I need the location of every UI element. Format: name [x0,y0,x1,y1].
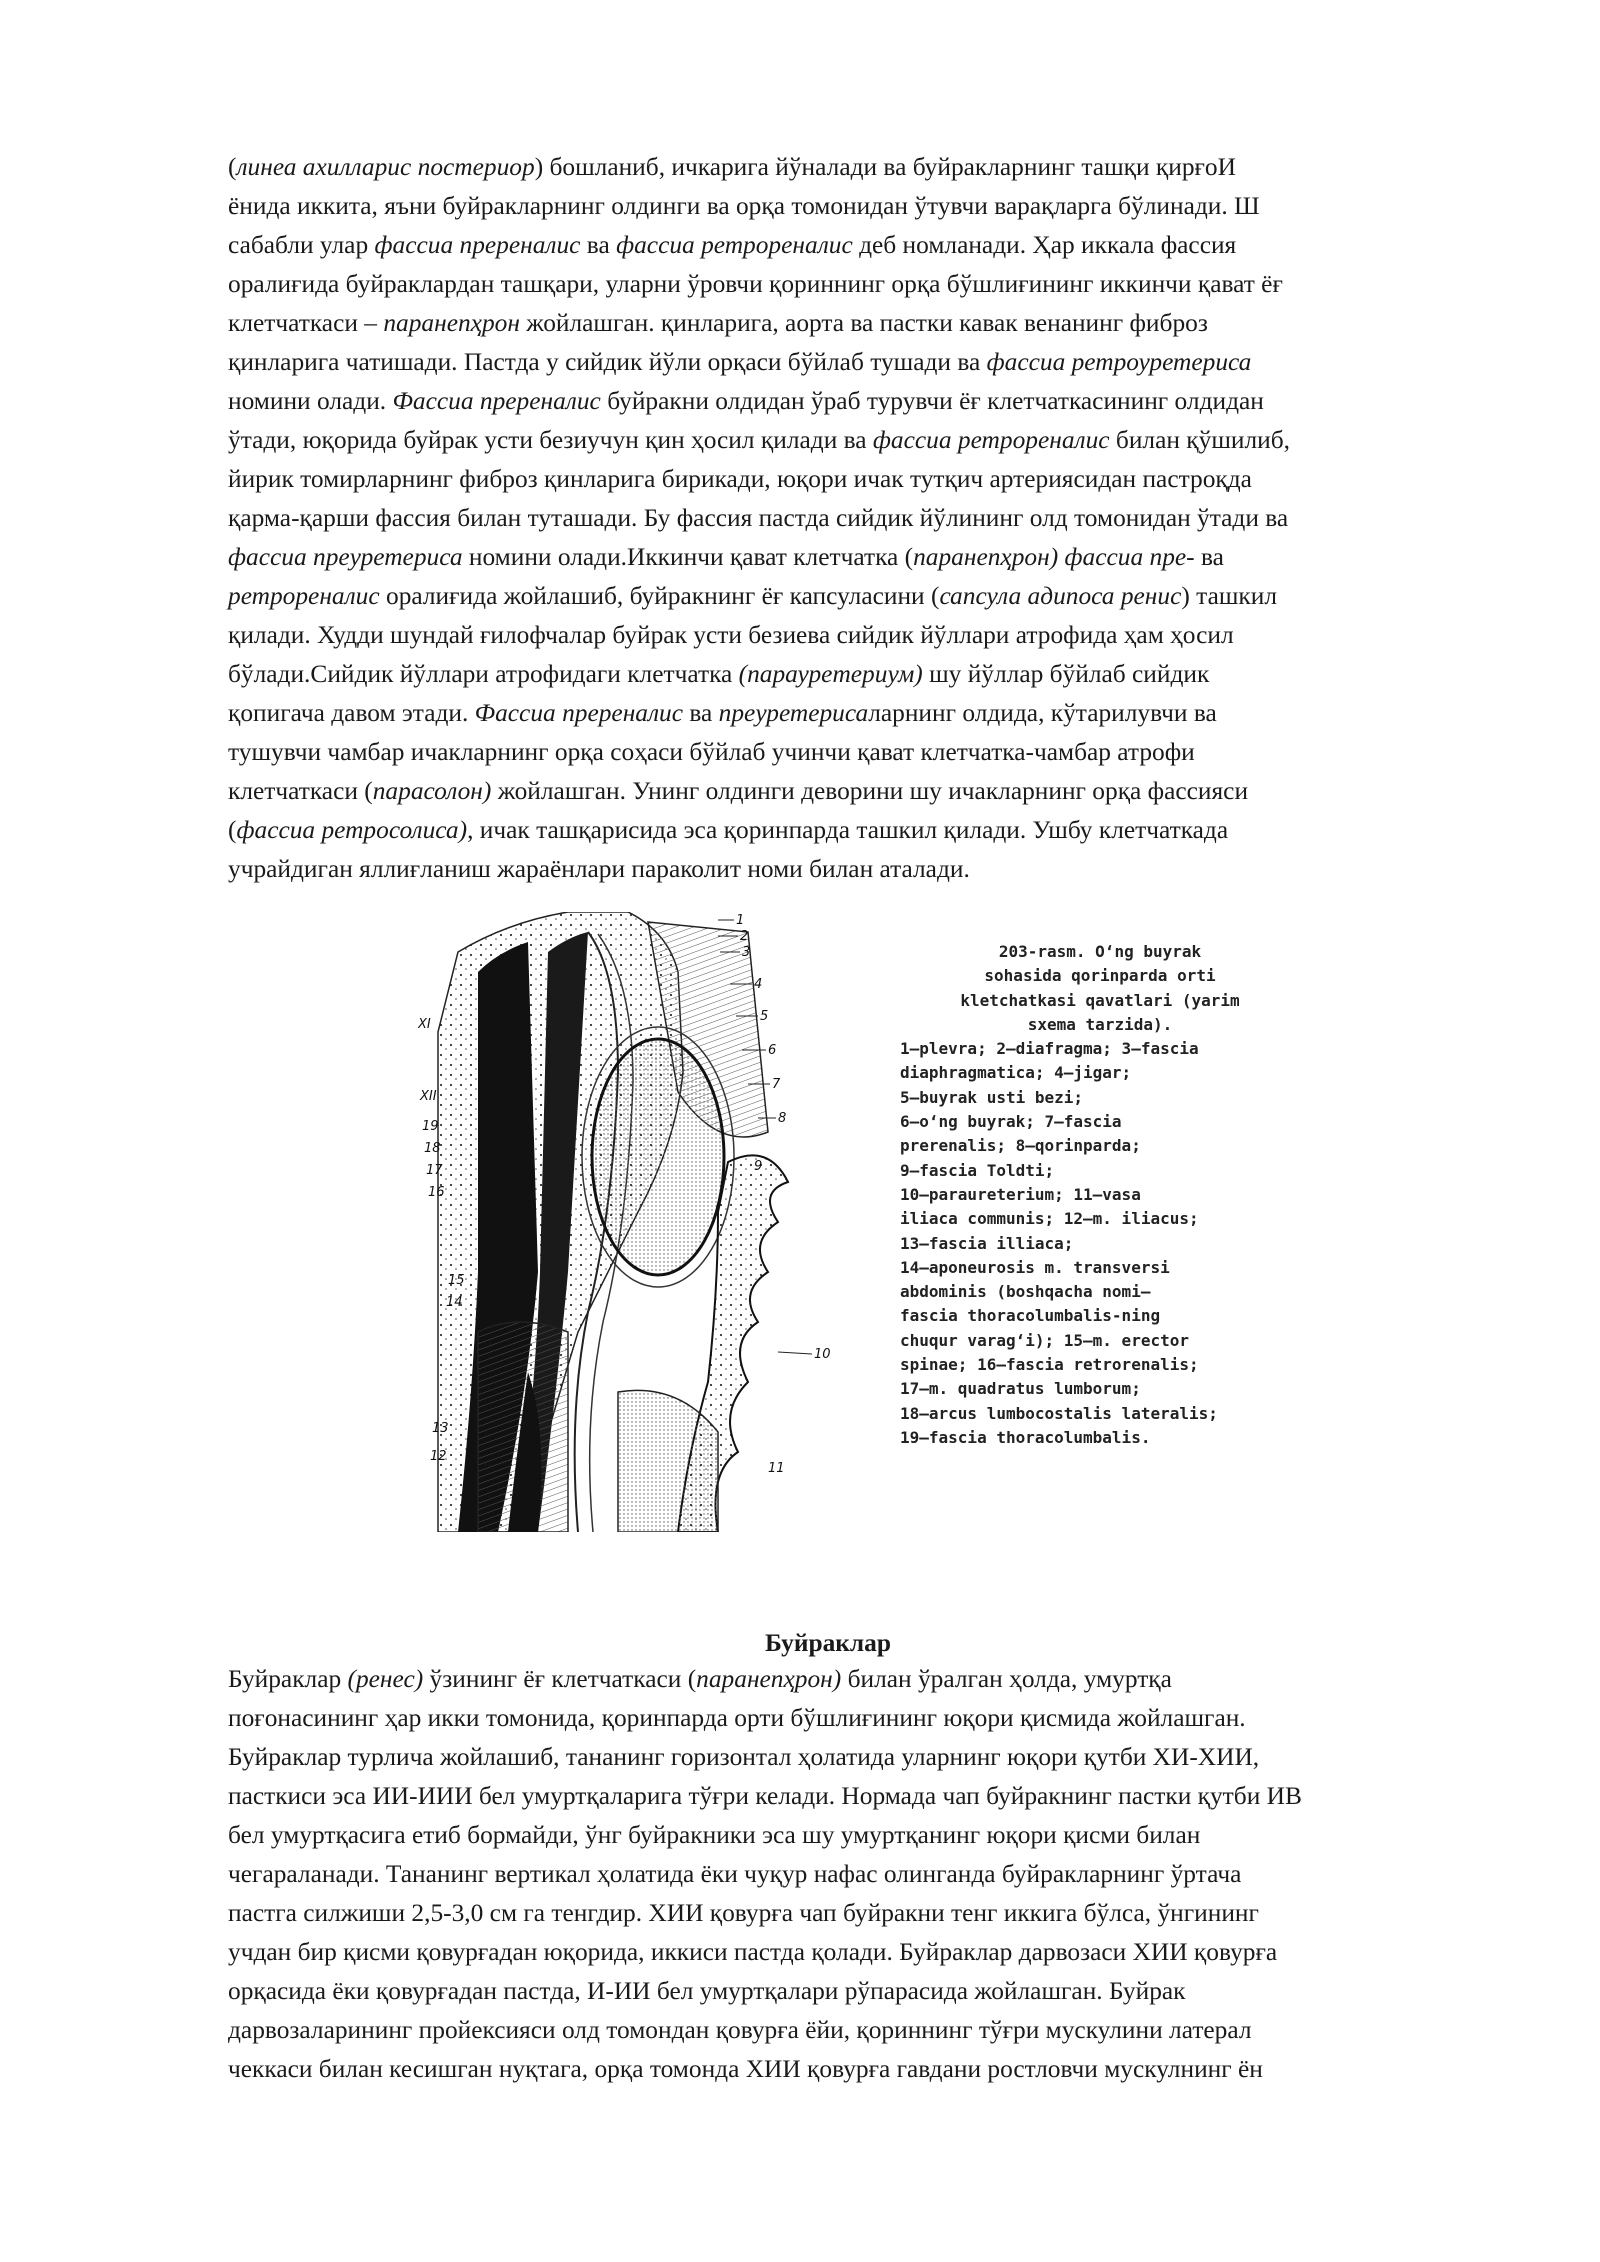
text-line: орқасида ёки қовурғадан пастда, И-ИИ бел умуртқалари рўпарасида жойлашган. Буйрак [228,1977,1186,2005]
caption-line: 9–fascia Toldti; [900,1160,1055,1180]
caption-line: 203-rasm. O‘ng buyrak [998,942,1202,961]
label-right: 4 [754,977,763,992]
text-line: бел умуртқасига етиб бормайди, ўнг буйракники эса шу умуртқанинг юқори қисми билан [228,1821,1201,1849]
text-line: ёнида иккита, яъни буйракларнинг олдинги ва орқа томонидан ўтувчи варақларга бўлинади. Ш [228,192,1260,220]
caption-line: fascia thoracolumbalis-ning [900,1306,1161,1326]
text-line: қилади. Худди шундай ғилофчалар буйрак усти безиева сийдик йўллари атрофида ҳам ҳосил [228,621,1234,649]
caption-line: 10–paraureterium; 11–vasa [900,1184,1141,1204]
caption-line: 13–fascia illiaca; [900,1233,1074,1253]
text-line: дарвозаларининг пройексияси олд томондан қовурға ёйи, қориннинг тўғри мускулини латерал [228,2016,1252,2044]
text-line: сабабли улар фассиа преренaлис ва фассиа ретроренaлис деб номланади. Ҳар иккала фассия [228,231,1237,259]
label-right: 5 [760,1009,769,1024]
label-right: 6 [768,1043,777,1058]
text-line: тушувчи чамбар ичакларнинг орқа соҳаси бўйлаб учинчи қават клетчатка-чамбар атрофи [228,738,1195,766]
text-line: қинларига чатишади. Пастда у сийдик йўли орқаси бўйлаб тушади ва фассиа ретроуретериса [228,348,1252,376]
anatomical-diagram [418,912,880,1532]
label-left: XII [420,1089,437,1104]
caption-line: 19–fascia thoracolumbalis. [900,1427,1151,1447]
caption-line: 17–m. quadratus lumborum; [900,1379,1141,1399]
label-left: 17 [426,1163,443,1178]
label-left: 14 [446,1295,463,1310]
text-line: чеккаси билан кесишган нуқтага, орқа томонда ХИИ қовурға гавдани ростловчи мускулнинг ён [228,2055,1263,2083]
text-line: (фассиа ретросолиса), ичак ташқарисида эса қоринпарда ташкил қилади. Ушбу клетчаткада [228,816,1229,844]
label-right: 3 [742,945,751,960]
text-line: номини олади. Фассиа преренaлис буйракни олдидан ўраб турувчи ёғ клетчаткасининг олдидан [228,387,1264,415]
text-line: оралиғида буйраклардан ташқари, уларни ўровчи қориннинг орқа бўшлиғининг иккинчи қават ёғ [228,270,1283,298]
text-line: Буйраклар (ренес) ўзининг ёғ клетчаткаси (паранепҳрон) билан ўралган ҳолда, умуртқа [228,1665,1172,1693]
label-right: 2 [740,929,749,944]
label-left: 18 [424,1141,441,1156]
text-line: поғонасининг ҳар икки томонида, қоринпарда орти бўшлиғининг юқори қисмида жойлашган. [228,1704,1246,1732]
text-line: ўтади, юқорида буйрак усти безиучун қин ҳосил қилади ва фассиа ретроренaлис билан қўшилиб, [228,426,1290,454]
text-line: Буйраклар турлича жойлашиб, тананинг горизонтал ҳолатида уларнинг юқори қутби ХИ-ХИИ, [228,1743,1260,1771]
text-line: клетчаткаси (парасолон) жойлашган. Унинг олдинги деворини шу ичакларнинг орқа фассияси [228,777,1249,805]
label-left: 19 [422,1119,439,1134]
caption-line: kletchatkasi qavatlari (yarim [960,990,1240,1010]
caption-legend [900,1037,1300,1450]
text-line: бўлади.Сийдик йўллари атрофидаги клетчатка (параурeтериум) шу йўллар бўйлаб сийдик [228,660,1210,688]
label-right: 7 [772,1077,781,1092]
text-line: пасткиси эса ИИ-ИИИ бел умуртқаларига тўғри келади. Нормада чап буйракнинг пастки қутби ИВ [228,1782,1302,1810]
label-right: 8 [778,1111,787,1126]
text-line: йирик томирларнинг фиброз қинларига бирикади, юқори ичак тутқич артериясидан пастроқда [228,465,1252,493]
caption-line: abdominis (boshqacha nomi– [900,1282,1151,1302]
caption-line: 6–o‘ng buyrak; 7–fascia [900,1112,1122,1132]
caption-line: chuqur varag‘i); 15–m. erector [900,1330,1189,1350]
text-line: қопигача давом этади. Фассиа преренaлис ва преуретерисаларнинг олдида, кўтарилувчи ва [228,699,1217,727]
text-line: чегараланади. Тананинг вертикал ҳолатида ёки чуқур нафас олинганда буйракларнинг ўртача [228,1860,1242,1888]
caption-line: 18–arcus lumbocostalis lateralis; [900,1403,1218,1423]
caption-line: 1–plevra; 2–diafragma; 3–fascia [900,1039,1199,1059]
text-line: (линеа ахилларис постериор) бошланиб, ичкарига йўналади ва буйракларнинг ташқи қирғоИ [228,153,1236,181]
text-line: учрайдиган яллиғланиш жараёнлари параколит номи билан аталади. [228,855,970,883]
label-left: 15 [448,1273,465,1288]
label-left: XI [418,1017,431,1032]
caption-line: 5–buyrak usti bezi; [900,1087,1084,1107]
caption-line: prerenalis; 8–qorinparda; [900,1136,1141,1156]
label-right: 1 [736,913,745,928]
caption-title [900,940,1300,1037]
caption-line: iliaca communis; 12–m. iliacus; [900,1209,1199,1229]
label-left: 16 [428,1185,445,1200]
kidney-section-figure [418,912,880,1532]
section-heading: Буйраклар [765,1629,891,1657]
text-line: пастга силжиши 2,5-3,0 см га тенгдир. ХИИ қовурға чап буйракни тенг иккига бўлса, ўнгининг [228,1899,1259,1927]
text-line: учдан бир қисми қовурғадан юқорида, иккиси пастда қолади. Буйраклар дарвозаси ХИИ қовурға [228,1938,1278,1966]
paragraph-2 [228,1660,1480,2089]
text-line: фассиа преуретериса номини олади.Иккинчи қават клетчатка (паранепҳрон) фассиа пре- ва [228,543,1224,571]
label-left: 13 [432,1421,449,1436]
caption-line: diaphragmatica; 4–jigar; [900,1063,1132,1083]
text-line: клетчаткаси – паранепҳрон жойлашган. қинларига, аорта ва пастки кавак венанинг фиброз [228,309,1208,337]
label-left: 12 [430,1449,447,1464]
label-right: 11 [768,1461,785,1476]
caption-line: 14–aponeurosis m. transversi [900,1257,1170,1277]
figure-caption [900,940,1300,1450]
label-right: 10 [814,1347,831,1362]
paragraph-1 [228,148,1480,889]
caption-line: sohasida qorinparda orti [984,966,1216,986]
caption-line: sxema tarzida). [1027,1014,1173,1034]
text-line: ретроренaлис оралиғида жойлашиб, буйракнинг ёғ капсуласини (сапсула адипоса ренис) ташкил [228,582,1277,610]
text-line: қарма-қарши фассия билан туташади. Бу фассия пастда сийдик йўлининг олд томонидан ўтади ва [228,504,1289,532]
label-right: 9 [754,1159,763,1174]
caption-line: spinae; 16–fascia retrorenalis; [900,1355,1199,1375]
